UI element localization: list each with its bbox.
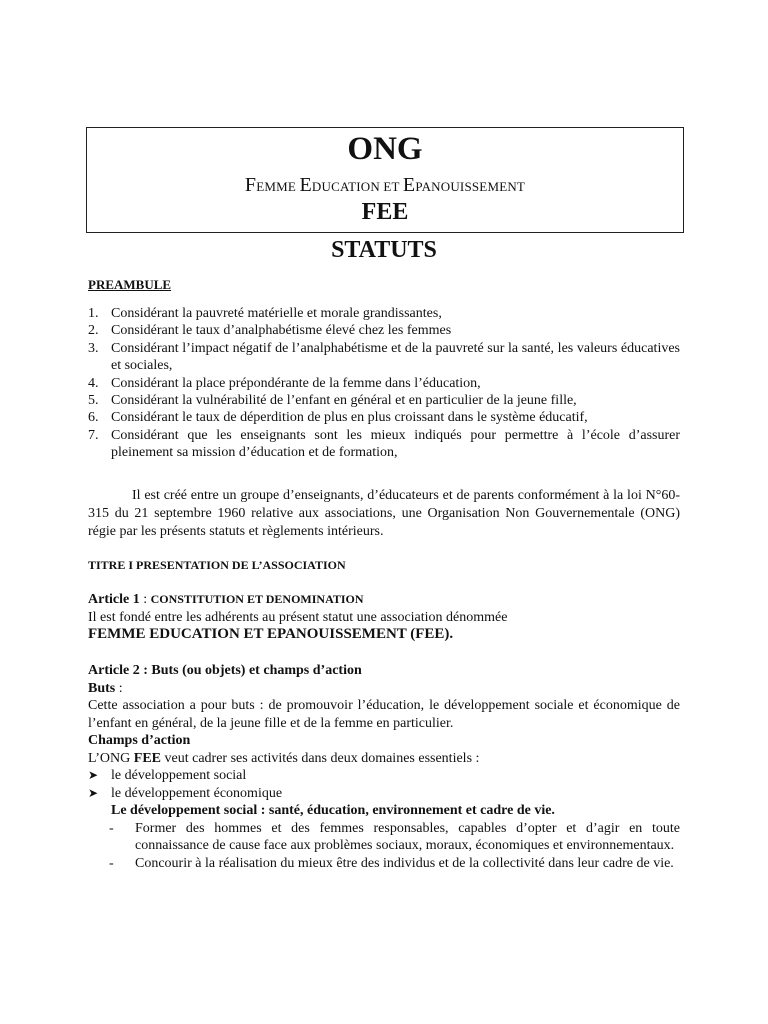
org-type: ONG <box>347 131 423 167</box>
article-2 <box>88 662 680 872</box>
article-1 <box>88 591 680 644</box>
header-box <box>86 127 684 233</box>
list-item: 6. Considérant le taux de déperdition de plus en plus croissant dans le système éducatif, <box>88 410 588 426</box>
list-item: ➤ le développement social <box>88 768 247 783</box>
list-item: 1. Considérant la pauvreté matérielle et morale grandissantes, <box>88 306 442 321</box>
association-name: FEMME EDUCATION ET EPANOUISSEMENT (FEE). <box>88 626 454 642</box>
list-item: 2. Considérant le taux d’analphabétisme élevé chez les femmes <box>88 323 452 339</box>
preamble-list <box>88 305 680 462</box>
arrow-bullet-icon: ➤ <box>88 768 99 782</box>
article-2-heading: Article 2 : Buts (ou objets) et champs d’action <box>88 663 362 678</box>
champs-intro: L’ONG FEE veut cadrer ses activités dans deux domaines essentiels : <box>88 750 480 766</box>
org-full-name: FEMME EDUCATION ET EPANOUISSEMENT <box>244 174 526 196</box>
article-1-text: Il est fondé entre les adhérents au présent statut une association dénommée <box>88 609 508 625</box>
preamble-heading: PREAMBULE <box>88 277 172 292</box>
list-item: - Concourir à la réalisation du mieux être des individus et de la collectivité dans leur cadre de vie. <box>109 855 674 871</box>
list-item: 4. Considérant la place prépondérante de la femme dans l’éducation, <box>88 375 481 391</box>
list-item: 7. Considérant que les enseignants sont les mieux indiqués pour permettre à l’école d’assurer pleinement sa mission d’éducation et de formation, <box>88 427 680 461</box>
buts-text: Cette association a pour buts : de promouvoir l’éducation, le développement sociale et économique de l’enfant en général, de la jeune fille et de la femme en particulier. <box>88 698 680 731</box>
social-development-title: Le développement social : santé, éducation, environnement et cadre de vie. <box>111 803 555 818</box>
list-item: - Former des hommes et des femmes responsables, capables d’opter et d’agir en toute connaissance de cause face aux problèmes sociaux, moraux, économiques et environnementaux. <box>109 820 680 853</box>
org-acronym: FEE <box>361 199 409 225</box>
list-item: 5. Considérant la vulnérabilité de l’enfant en général et en particulier de la jeune fille, <box>88 393 577 409</box>
intro-paragraph: Il est créé entre un groupe d’enseignants, d’éducateurs et de parents conformément à la loi N°60-315 du 21 septembre 1960 relative aux associations, une Organisation Non Gouvernementale (ONG) régie par les présents statuts et règlements intérieurs. <box>88 488 680 539</box>
section-title: TITRE I PRESENTATION DE L’ASSOCIATION <box>88 558 346 572</box>
list-item: ➤ le développement économique <box>88 785 283 801</box>
buts-label: Buts : <box>88 680 123 696</box>
arrow-bullet-icon: ➤ <box>88 785 99 800</box>
list-item: 3. Considérant l’impact négatif de l’analphabétisme et de la pauvreté sur la santé, les valeurs éducatives et sociales, <box>88 340 680 374</box>
champs-label: Champs d’action <box>88 733 191 748</box>
article-1-heading: Article 1 : CONSTITUTION ET DENOMINATION <box>88 592 364 607</box>
document-title: STATUTS <box>331 237 437 263</box>
